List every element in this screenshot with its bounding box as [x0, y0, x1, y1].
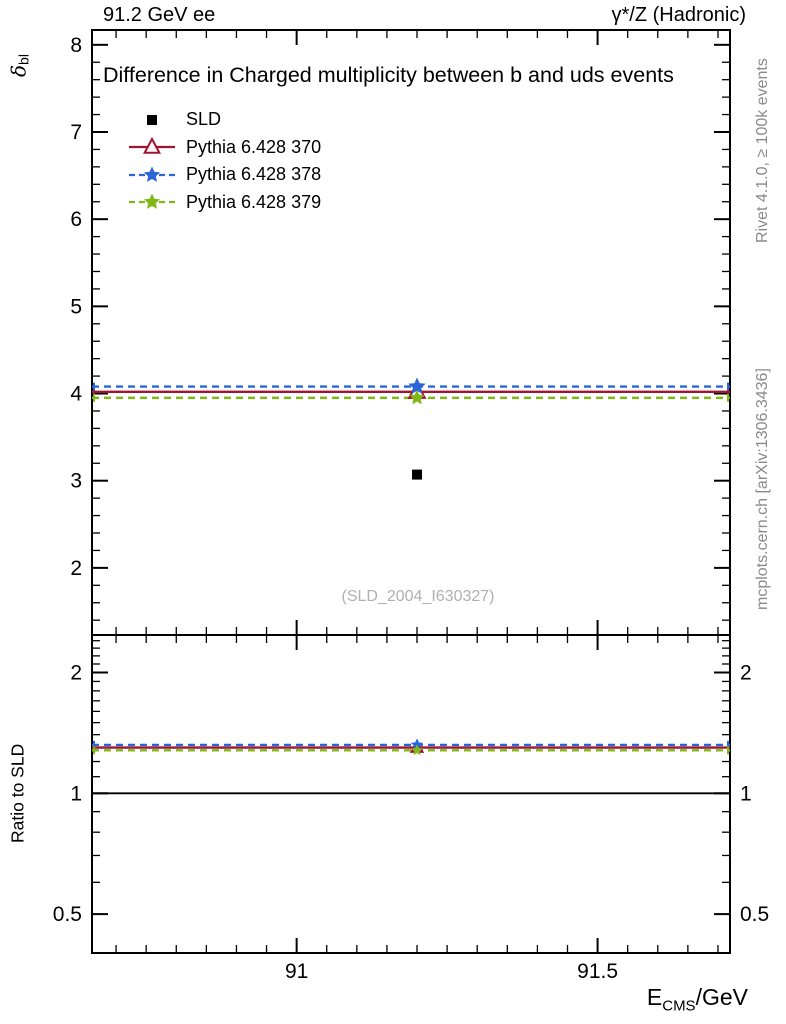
legend-label: Pythia 6.428 378 — [186, 164, 322, 185]
model-lines-ratio — [92, 741, 730, 793]
observable-title: Difference in Charged multiplicity between b and uds events — [103, 63, 674, 87]
main-y-axis-label — [4, 26, 34, 106]
svg-text:1: 1 — [740, 782, 752, 806]
legend-item-pythia-379 — [128, 189, 321, 217]
legend-item-pythia-370 — [128, 134, 321, 162]
x-label-symbol: E — [646, 984, 663, 1010]
process-label: γ*/Z (Hadronic) — [611, 4, 746, 26]
legend-item-sld — [128, 106, 321, 134]
svg-text:0.5: 0.5 — [52, 903, 82, 927]
legend-item-pythia-378 — [128, 161, 321, 189]
sld-marker-icon — [128, 107, 176, 133]
rivet-version-note: Rivet 4.1.0, ≥ 100k events — [754, 58, 771, 244]
svg-text:7: 7 — [70, 120, 82, 144]
legend-label: Pythia 6.428 370 — [186, 136, 322, 157]
analysis-id-watermark: (SLD_2004_I630327) — [341, 588, 495, 605]
x-axis-label — [647, 984, 748, 1015]
legend — [128, 106, 321, 216]
mcplots-attribution-note: mcplots.cern.ch [arXiv:1306.3436] — [754, 368, 771, 610]
svg-text:91: 91 — [284, 960, 309, 983]
pythia-378-marker-icon — [128, 162, 176, 188]
svg-text:2: 2 — [740, 661, 752, 685]
delta-symbol: δ — [6, 65, 31, 78]
svg-text:0.5: 0.5 — [740, 903, 770, 927]
pythia-370-marker-icon — [128, 134, 176, 160]
svg-text:91.5: 91.5 — [577, 960, 619, 983]
delta-subscript: bl — [15, 54, 32, 66]
svg-text:8: 8 — [70, 33, 82, 57]
svg-text:4: 4 — [70, 382, 82, 406]
legend-label: SLD — [186, 109, 222, 130]
ratio-y-axis-label: Ratio to SLD — [7, 743, 28, 843]
x-label-unit: /GeV — [695, 984, 748, 1010]
svg-text:1: 1 — [70, 782, 82, 806]
svg-text:2: 2 — [70, 661, 82, 685]
model-markers-main — [408, 378, 425, 480]
svg-text:3: 3 — [70, 469, 82, 493]
legend-label: Pythia 6.428 379 — [186, 191, 322, 212]
svg-text:5: 5 — [70, 295, 82, 319]
beam-energy-label: 91.2 GeV ee — [103, 4, 216, 26]
x-label-subscript: CMS — [662, 997, 696, 1015]
pythia-379-marker-icon — [128, 189, 176, 215]
svg-text:2: 2 — [70, 556, 82, 580]
svg-text:6: 6 — [70, 208, 82, 232]
